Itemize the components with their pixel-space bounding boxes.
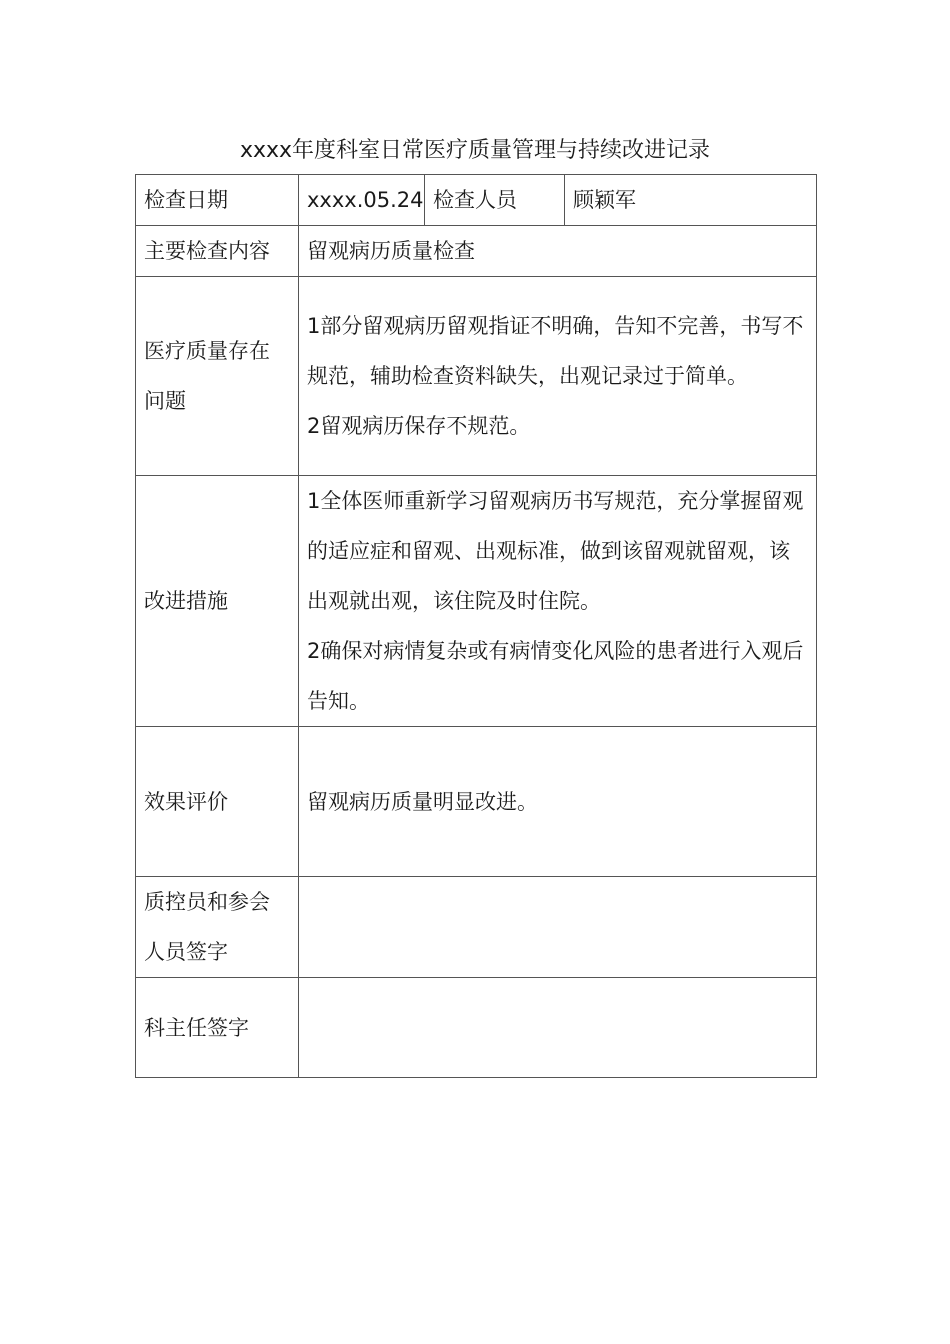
issues-label: 医疗质量存在问题 bbox=[136, 277, 299, 476]
effect-label: 效果评价 bbox=[136, 727, 299, 877]
table-row bbox=[136, 978, 817, 1078]
issues-cell bbox=[299, 277, 817, 476]
measures-cell bbox=[299, 476, 817, 727]
inspector-value: 顾颖军 bbox=[565, 175, 817, 226]
inspector-label: 检查人员 bbox=[425, 175, 565, 226]
table-row bbox=[136, 476, 817, 727]
issue-item: 1部分留观病历留观指证不明确，告知不完善，书写不规范，辅助检查资料缺失，出观记录过于简单。 bbox=[307, 314, 804, 388]
date-label: 检查日期 bbox=[136, 175, 299, 226]
content-value: 留观病历质量检查 bbox=[299, 226, 817, 277]
table-row bbox=[136, 277, 817, 476]
date-value: xxxx.05.24 bbox=[299, 175, 425, 226]
measure-item: 1全体医师重新学习留观病历书写规范，充分掌握留观的适应症和留观、出观标准，做到该留观就留观，该出观就出观，该住院及时住院。 bbox=[307, 489, 804, 613]
director-sign-field bbox=[299, 978, 817, 1078]
table-row bbox=[136, 175, 817, 226]
director-sign-label: 科主任签字 bbox=[136, 978, 299, 1078]
table-row bbox=[136, 727, 817, 877]
content-label: 主要检查内容 bbox=[136, 226, 299, 277]
table-row bbox=[136, 877, 817, 978]
issue-item: 2留观病历保存不规范。 bbox=[307, 414, 531, 438]
table-row bbox=[136, 226, 817, 277]
document-title: xxxx年度科室日常医疗质量管理与持续改进记录 bbox=[239, 138, 711, 163]
measure-item: 2确保对病情复杂或有病情变化风险的患者进行入观后告知。 bbox=[307, 639, 804, 713]
measures-label: 改进措施 bbox=[136, 476, 299, 727]
record-table bbox=[135, 174, 817, 1078]
qc-sign-field bbox=[299, 877, 817, 978]
effect-value: 留观病历质量明显改进。 bbox=[299, 727, 817, 877]
qc-sign-label: 质控员和参会人员签字 bbox=[136, 877, 299, 978]
